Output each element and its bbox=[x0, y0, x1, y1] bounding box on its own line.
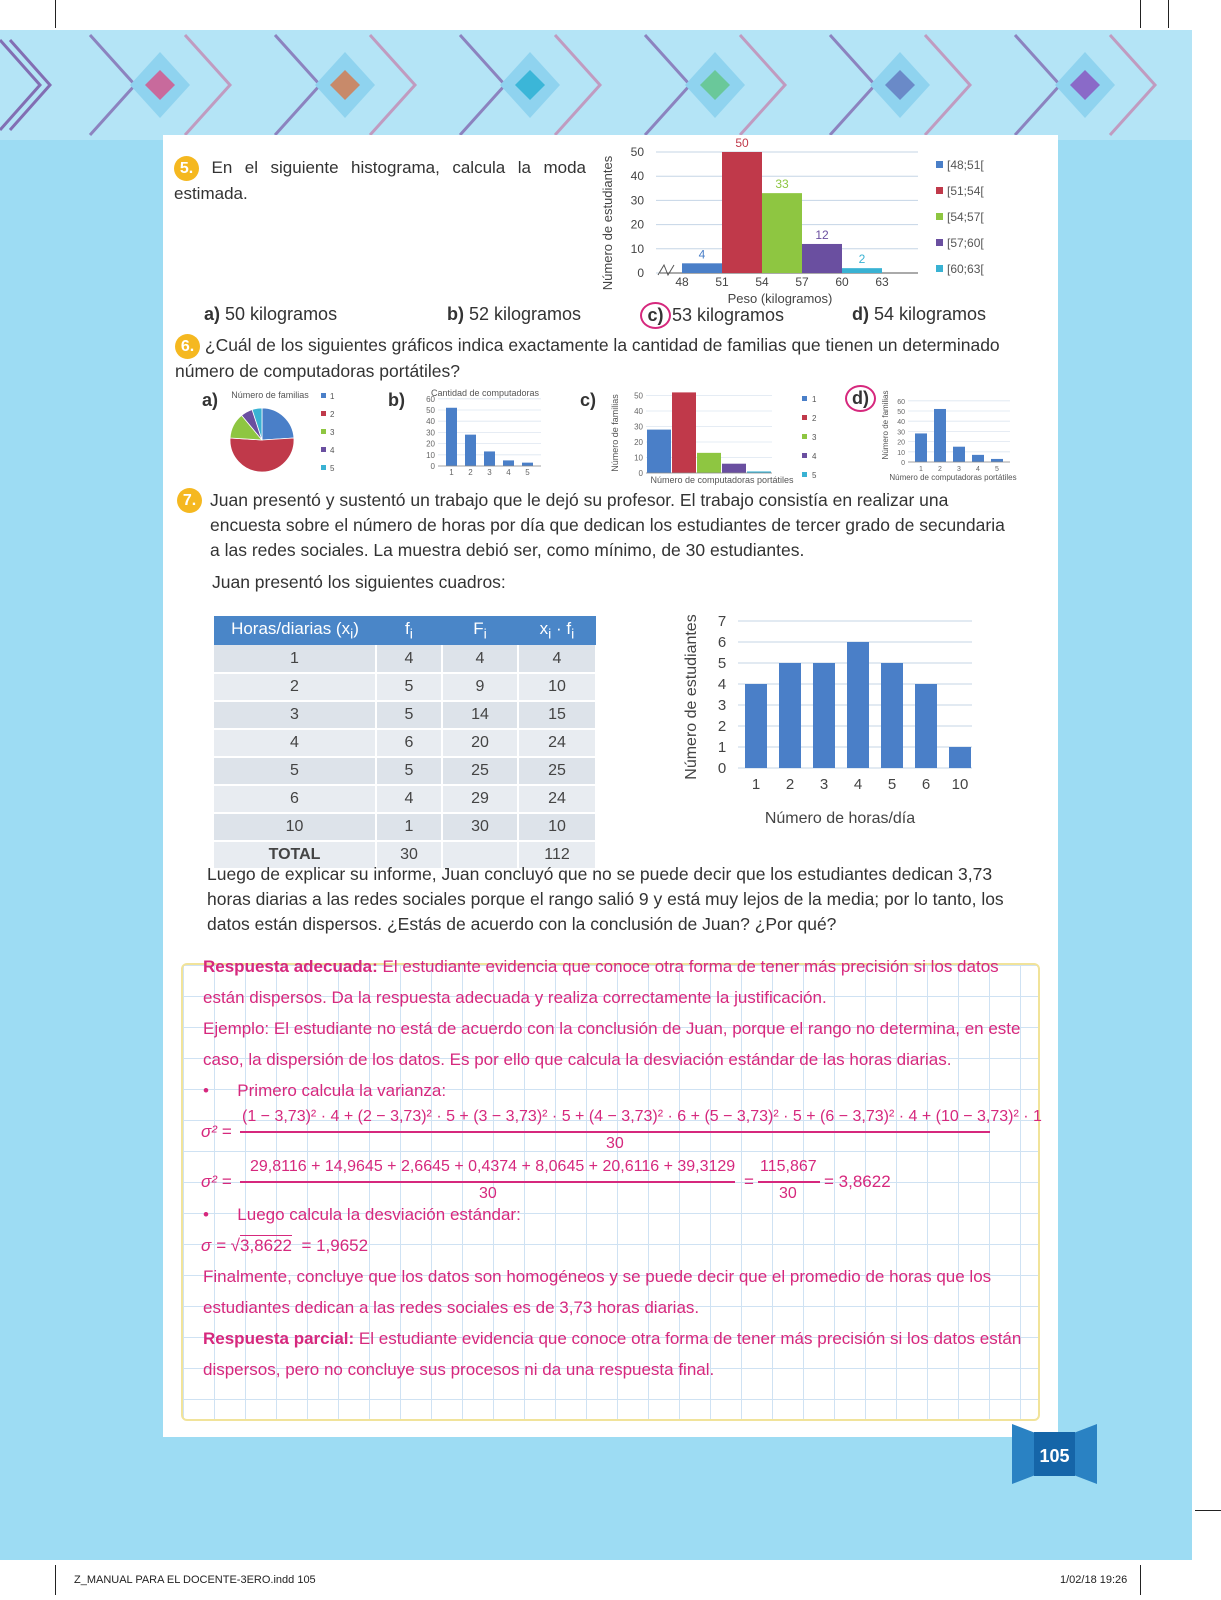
x-tick-label: 2 bbox=[938, 466, 942, 473]
legend-label: 2 bbox=[812, 414, 817, 423]
x-tick-label: 4 bbox=[853, 776, 863, 793]
option-6c-xlabel: Número de computadoras portátiles bbox=[650, 475, 794, 485]
legend-label: [51;54[ bbox=[947, 184, 984, 198]
answer-line-7: Respuesta parcial: El estudiante evidencia que conoce otra forma de tener más precisión si los datos están bbox=[203, 1329, 1022, 1348]
y-tick-label: 2 bbox=[717, 718, 727, 735]
answer-line-2: están dispersos. Da la respuesta adecuada y realiza correctamente la justificación. bbox=[203, 988, 827, 1007]
histogram-legend bbox=[936, 158, 984, 276]
mini-bar bbox=[972, 455, 984, 462]
legend-swatch bbox=[321, 447, 326, 452]
variance-symbol-1: σ² = bbox=[201, 1122, 232, 1141]
variance-sum-numerator: 29,8116 + 14,9645 + 2,6645 + 0,4374 + 8,0645 + 20,6116 + 39,3129 bbox=[250, 1158, 736, 1175]
answer-line-5: Finalmente, concluye que los datos son homogéneos y se puede decir que el promedio de horas que los bbox=[203, 1267, 992, 1286]
bar-value-label: 50 bbox=[735, 136, 749, 150]
bar-value-label: 2 bbox=[858, 252, 866, 267]
hours-chart-ylabel: Número de estudiantes bbox=[683, 614, 700, 780]
legend-swatch bbox=[936, 239, 943, 246]
bar-value-label: 4 bbox=[698, 247, 706, 262]
table-row: 3 5 14 15 bbox=[214, 701, 596, 729]
header-hours: Horas/diarias $(x_i)$ bbox=[214, 616, 376, 645]
y-tick-label: 40 bbox=[426, 417, 435, 427]
legend-swatch bbox=[321, 465, 326, 470]
option-6d-label[interactable]: d) bbox=[845, 385, 876, 412]
x-tick-label: 48 bbox=[675, 275, 689, 289]
table-total-row: TOTAL 30 112 bbox=[214, 841, 596, 869]
answer-line-3: Ejemplo: El estudiante no está de acuerdo con la conclusión de Juan, porque el rango no determina, en este bbox=[203, 1019, 1021, 1038]
histogram-xlabel: Peso (kilogramos) bbox=[727, 291, 833, 306]
table-row: 6 4 29 24 bbox=[214, 785, 596, 813]
bar-value-label: 12 bbox=[815, 227, 829, 242]
page-number-badge bbox=[1012, 1418, 1097, 1490]
histogram-bar bbox=[722, 152, 762, 273]
y-tick-label: 20 bbox=[426, 439, 435, 449]
pie-slices bbox=[230, 408, 294, 472]
x-tick-label: 2 bbox=[785, 776, 795, 793]
variance-formula-numerator: (1 − 3,73)² · 4 + (2 − 3,73)² · 5 + (3 − 3,73)² · 5 + (4 − 3,73)² · 6 + (5 − 3,73)² · 5 + (6 − 3,73)² · 4 + (10 − 3,73)² · 1 bbox=[242, 1108, 1042, 1125]
option-6c-bar-chart[interactable] bbox=[604, 383, 834, 488]
mini-bar bbox=[697, 453, 721, 473]
option-6a-pie-chart[interactable] bbox=[224, 383, 354, 483]
option-6c-ylabel: Número de familias bbox=[610, 394, 620, 472]
legend-swatch bbox=[802, 434, 807, 439]
y-tick-label: 0 bbox=[430, 462, 435, 471]
banner-chevron bbox=[90, 35, 135, 135]
y-tick-label: 1 bbox=[717, 739, 727, 756]
legend-label: [57;60[ bbox=[947, 236, 984, 250]
y-tick-label: 50 bbox=[897, 409, 905, 416]
bar bbox=[949, 747, 971, 768]
bar bbox=[915, 684, 937, 768]
banner-chevron bbox=[925, 35, 970, 135]
question-5 bbox=[174, 155, 586, 206]
x-tick-label: 1 bbox=[751, 776, 761, 793]
question-7 bbox=[177, 488, 1017, 563]
x-tick-label: 63 bbox=[875, 275, 889, 289]
mini-bar bbox=[484, 451, 495, 466]
legend-swatch bbox=[936, 161, 943, 168]
option-6d-bars bbox=[897, 399, 1010, 473]
x-tick-label: 10 bbox=[951, 776, 969, 793]
histogram-bar bbox=[762, 193, 802, 273]
x-tick-label: 51 bbox=[715, 275, 729, 289]
mini-bar bbox=[722, 464, 746, 473]
y-tick-label: 20 bbox=[634, 438, 643, 447]
mini-bar bbox=[672, 392, 696, 473]
y-tick-label: 10 bbox=[634, 453, 643, 463]
table-row: 4 6 20 24 bbox=[214, 729, 596, 757]
banner-chevron bbox=[275, 35, 320, 135]
option-6c-bars bbox=[634, 392, 817, 481]
banner-chevron bbox=[645, 35, 690, 135]
legend-label: 3 bbox=[812, 433, 817, 442]
legend-label: 1 bbox=[812, 395, 817, 404]
y-tick-label: 10 bbox=[426, 450, 435, 460]
y-tick-label: 20 bbox=[897, 439, 905, 447]
legend-label: 5 bbox=[812, 471, 817, 480]
variance-result-numerator: 115,867 bbox=[760, 1158, 817, 1175]
option-6d-xlabel: Número de computadoras portátiles bbox=[889, 473, 1017, 482]
footer-filename: Z_MANUAL PARA EL DOCENTE-3ERO.indd 105 bbox=[74, 1574, 316, 1586]
equals-sign: = bbox=[744, 1172, 754, 1191]
question-7-conclusion: Luego de explicar su informe, Juan concluyó que no se puede decir que los estudiantes dedican 3,73 horas diarias a las redes sociales porque el rango salió 9 y está muy lejos de la media; por lo tanto, los datos están dispersos. ¿Estás de acuerdo con la conclusión de Juan? ¿Por qué? bbox=[207, 864, 1004, 934]
y-tick-label: 50 bbox=[426, 406, 435, 415]
mini-bar bbox=[915, 433, 927, 462]
y-tick-label: 30 bbox=[897, 429, 905, 437]
y-tick-label: 10 bbox=[897, 449, 905, 457]
y-tick-label: 4 bbox=[717, 676, 727, 693]
y-tick-label: 20 bbox=[630, 217, 644, 232]
mini-bar bbox=[503, 460, 514, 466]
banner-pattern bbox=[90, 35, 1155, 135]
decorative-banner bbox=[0, 30, 1192, 140]
y-tick-label: 40 bbox=[897, 419, 905, 427]
y-tick-label: 60 bbox=[426, 394, 435, 404]
legend-label: [54;57[ bbox=[947, 210, 984, 224]
option-6b-bar-chart[interactable] bbox=[412, 383, 547, 483]
legend-label: 3 bbox=[330, 428, 335, 437]
banner-chevron bbox=[370, 35, 415, 135]
mini-bar bbox=[934, 409, 946, 462]
legend-swatch bbox=[321, 393, 326, 398]
legend-label: 5 bbox=[330, 464, 335, 473]
banner-chevron bbox=[1110, 35, 1155, 135]
legend-swatch bbox=[802, 453, 807, 458]
question-6-text: ¿Cuál de los siguientes gráficos indica exactamente la cantidad de familias que tienen un determinado número de computadoras portátiles? bbox=[175, 335, 1000, 381]
y-tick-label: 0 bbox=[637, 266, 644, 280]
answer-line-6: estudiantes dedican a las redes sociales es de 3,73 horas diarias. bbox=[203, 1298, 700, 1317]
y-tick-label: 40 bbox=[634, 407, 643, 416]
option-6a-label[interactable]: a) bbox=[202, 390, 219, 410]
mini-bar bbox=[991, 459, 1003, 462]
x-tick-label: 4 bbox=[506, 468, 511, 477]
header-fi: $f_i$ bbox=[376, 616, 442, 645]
legend-swatch bbox=[802, 415, 807, 420]
bar bbox=[881, 663, 903, 768]
bar bbox=[779, 663, 801, 768]
std-deviation: σ = √3,8622 = 1,9652 bbox=[201, 1236, 369, 1255]
header-xifi: $x_i \cdot f_i$ bbox=[518, 616, 596, 645]
pie-slice bbox=[230, 438, 294, 472]
variance-result: = 3,8622 bbox=[824, 1172, 891, 1191]
table-row: 1 4 4 4 bbox=[214, 645, 596, 673]
page-number: 105 bbox=[1039, 1446, 1070, 1466]
banner-chevron bbox=[555, 35, 600, 135]
x-tick-label: 4 bbox=[976, 466, 980, 473]
y-tick-label: 3 bbox=[717, 697, 727, 714]
legend-label: 2 bbox=[330, 410, 335, 419]
legend-label: [48;51[ bbox=[947, 158, 984, 172]
question-7-text: Juan presentó y sustentó un trabajo que le dejó su profesor. El trabajo consistía en realizar una encuesta sobre el número de horas por día que dedican los estudiantes de tercer grado de secundaria a las redes sociales. La muestra debió ser, como mínimo, de 30 estudiantes. bbox=[210, 490, 1005, 560]
x-tick-label: 5 bbox=[887, 776, 897, 793]
pie-legend bbox=[321, 392, 335, 473]
hours-bar-chart bbox=[680, 605, 990, 835]
bar bbox=[745, 684, 767, 768]
y-tick-label: 0 bbox=[638, 469, 643, 478]
y-tick-label: 30 bbox=[426, 428, 435, 438]
option-5a[interactable]: a) 50 kilogramos bbox=[204, 304, 338, 324]
answer-bullet-2: • Luego calcula la desviación estándar: bbox=[203, 1205, 521, 1224]
question-7-intro: Juan presentó los siguientes cuadros: bbox=[212, 572, 506, 592]
answer-bullet-1: • Primero calcula la varianza: bbox=[203, 1081, 447, 1100]
option-5d[interactable]: d) 54 kilogramos bbox=[852, 304, 987, 324]
table-row: 5 5 25 25 bbox=[214, 757, 596, 785]
legend-swatch bbox=[321, 429, 326, 434]
footer-date: 1/02/18 19:26 bbox=[1060, 1574, 1128, 1586]
variance-formula-denominator: 30 bbox=[606, 1135, 624, 1152]
x-tick-label: 54 bbox=[755, 275, 769, 289]
answer-line-1: Respuesta adecuada: El estudiante evidencia que conoce otra forma de tener más precisión si los datos bbox=[203, 957, 999, 976]
y-tick-label: 0 bbox=[901, 460, 905, 467]
y-tick-label: 0 bbox=[717, 760, 727, 777]
variance-result-denominator: 30 bbox=[779, 1185, 797, 1202]
x-tick-label: 1 bbox=[919, 466, 923, 473]
x-tick-label: 3 bbox=[957, 466, 961, 473]
x-tick-label: 3 bbox=[487, 468, 492, 477]
answer-line-4: caso, la dispersión de los datos. Es por ello que calcula la desviación estándar de las horas diarias. bbox=[203, 1050, 952, 1069]
y-tick-label: 30 bbox=[634, 422, 643, 432]
y-tick-label: 6 bbox=[717, 634, 727, 651]
y-tick-label: 5 bbox=[717, 655, 727, 672]
option-6c-label[interactable]: c) bbox=[580, 390, 597, 410]
legend-swatch bbox=[802, 472, 807, 477]
option-6b-title: Cantidad de computadoras bbox=[430, 388, 540, 398]
question-5-number: 5. bbox=[174, 156, 199, 181]
mini-bar bbox=[953, 447, 965, 462]
y-tick-label: 30 bbox=[630, 193, 644, 208]
question-7-number: 7. bbox=[177, 488, 202, 513]
question-6-number: 6. bbox=[175, 334, 200, 359]
question-5-text: En el siguiente histograma, calcula la moda estimada. bbox=[174, 158, 586, 203]
legend-swatch bbox=[936, 265, 943, 272]
x-tick-label: 5 bbox=[995, 466, 999, 473]
bar-value-label: 33 bbox=[775, 177, 789, 192]
table-row: 2 5 9 10 bbox=[214, 673, 596, 701]
y-tick-label: 50 bbox=[630, 145, 644, 159]
frequency-table bbox=[214, 616, 597, 870]
option-6b-label[interactable]: b) bbox=[388, 390, 405, 410]
mini-bar bbox=[522, 463, 533, 466]
x-tick-label: 2 bbox=[468, 468, 473, 477]
mini-bar bbox=[647, 430, 671, 473]
y-tick-label: 50 bbox=[634, 391, 643, 401]
x-tick-label: 5 bbox=[525, 468, 530, 477]
pie-slice bbox=[262, 408, 294, 440]
x-tick-label: 1 bbox=[449, 468, 454, 477]
option-6d-bar-chart[interactable] bbox=[878, 383, 1023, 488]
histogram-ylabel: Número de estudiantes bbox=[600, 155, 615, 291]
header-Fi: $F_i$ bbox=[442, 616, 518, 645]
banner-chevron bbox=[740, 35, 785, 135]
histogram-bar bbox=[842, 268, 882, 273]
legend-label: 1 bbox=[330, 392, 335, 401]
x-tick-label: 6 bbox=[921, 776, 931, 793]
y-tick-label: 40 bbox=[630, 169, 644, 184]
legend-swatch bbox=[802, 396, 807, 401]
bar bbox=[847, 642, 869, 768]
option-6b-bars bbox=[426, 395, 541, 477]
option-5b[interactable]: b) 52 kilogramos bbox=[447, 304, 582, 324]
y-tick-label: 10 bbox=[630, 241, 644, 256]
table-row: 10 1 30 10 bbox=[214, 813, 596, 841]
hours-chart-plot bbox=[718, 613, 972, 793]
hours-chart-xlabel: Número de horas/día bbox=[764, 810, 916, 827]
mini-bar bbox=[465, 435, 476, 466]
variance-sum-denominator: 30 bbox=[479, 1185, 497, 1202]
x-tick-label: 60 bbox=[835, 275, 849, 289]
x-tick-label: 3 bbox=[819, 776, 829, 793]
banner-chevron bbox=[830, 35, 875, 135]
histogram-chart bbox=[598, 135, 1038, 310]
answer-line-8: dispersos, pero no concluye sus procesos ni da una respuesta final. bbox=[203, 1360, 715, 1379]
bar bbox=[813, 663, 835, 768]
banner-chevron bbox=[460, 35, 505, 135]
histogram-bar bbox=[802, 244, 842, 273]
banner-chevron bbox=[185, 35, 230, 135]
pie-title: Número de familias bbox=[231, 390, 309, 400]
legend-swatch bbox=[936, 187, 943, 194]
legend-label: [60;63[ bbox=[947, 262, 984, 276]
legend-label: 4 bbox=[812, 452, 817, 461]
option-5c[interactable]: c) 53 kilogramos bbox=[640, 302, 784, 329]
histogram-plot bbox=[631, 136, 918, 289]
x-tick-label: 57 bbox=[795, 275, 809, 289]
y-tick-label: 7 bbox=[717, 613, 727, 630]
mini-bar bbox=[446, 408, 457, 466]
banner-chevron bbox=[1015, 35, 1060, 135]
histogram-bar bbox=[682, 263, 722, 273]
variance-symbol-2: σ² = bbox=[201, 1172, 232, 1191]
option-6d-ylabel: Número de familias bbox=[881, 390, 890, 460]
legend-swatch bbox=[321, 411, 326, 416]
legend-label: 4 bbox=[330, 446, 335, 455]
y-tick-label: 60 bbox=[897, 398, 905, 406]
question-6 bbox=[175, 333, 1015, 384]
legend-swatch bbox=[936, 213, 943, 220]
